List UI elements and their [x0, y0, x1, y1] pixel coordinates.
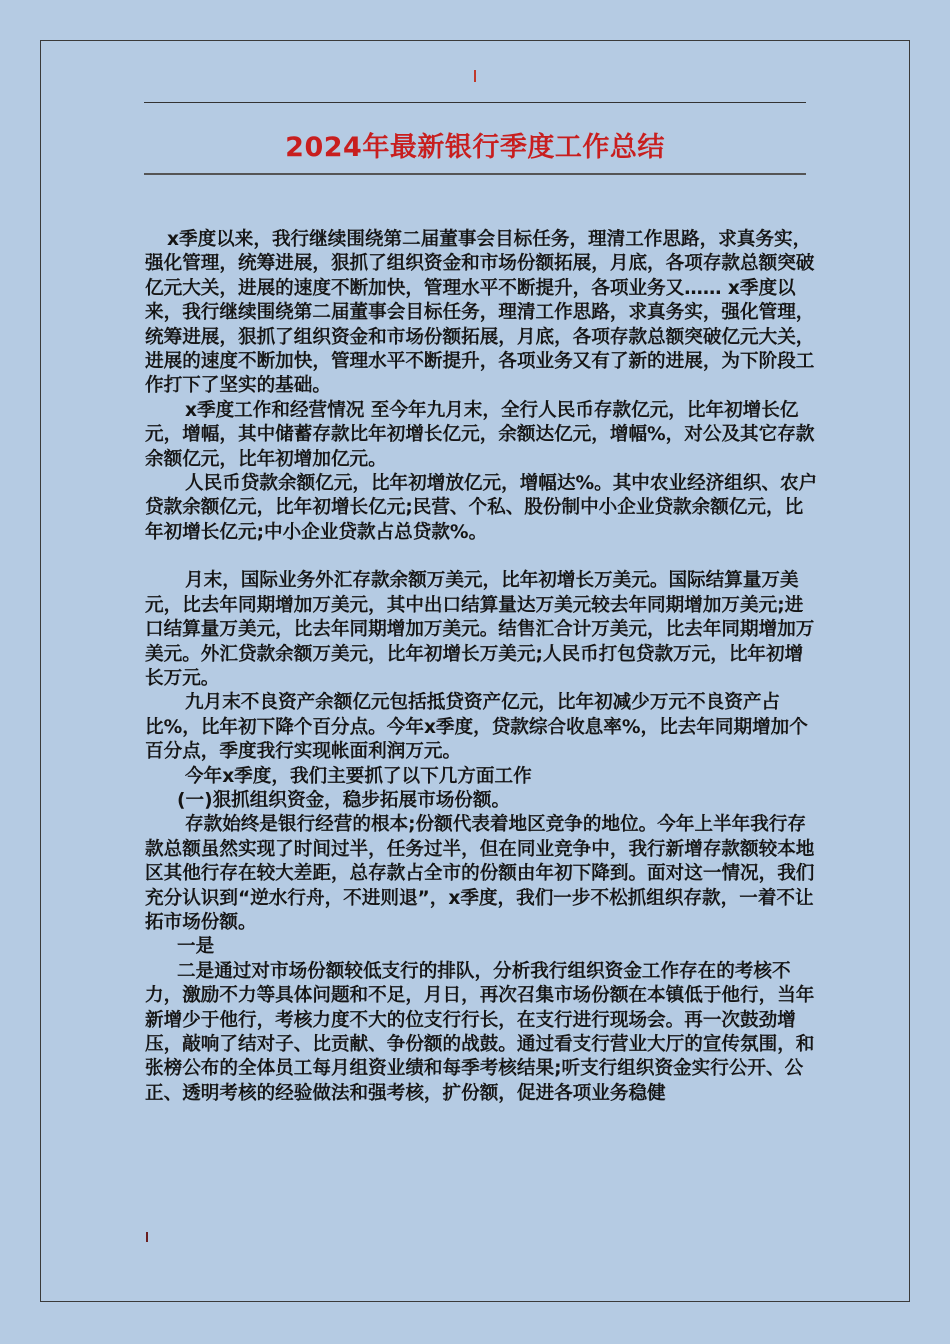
paragraph-loans: 人民币贷款余额亿元，比年初增放亿元，增幅达%。其中农业经济组织、农户贷款余额亿元，比年初增长亿元;民营、个私、股份制中小企业贷款余额亿元，比年初增长亿元;中小企业贷款占总贷款%。	[145, 473, 818, 543]
top-mark	[474, 70, 476, 82]
paragraph-second: 二是通过对市场份额较低支行的排队，分析我行组织资金工作存在的考核不力，激励不力等具体问题和不足，月日，再次召集市场份额在本镇低于他行，当年新增少于他行，考核力度不大的位支行行长，在支行进行现场会。再一次鼓劲增压，敲响了结对子、比贡献、争份额的战鼓。通过看支行营业大厅的宣传氛围，和张榜公布的全体员工每月组资业绩和每季考核结果;听支行组织资金实行公开、公正、透明考核的经验做法和强考核，扩份额，促进各项业务稳健	[145, 960, 815, 1104]
paragraph-first: 一是	[177, 936, 215, 958]
paragraph-deposits: x季度工作和经营情况 至今年九月末，全行人民币存款亿元，比年初增长亿元，增幅，其中储蓄存款比年初增长亿元，余额达亿元，增幅%，对公及其它存款余额亿元，比年初增加亿元。	[145, 399, 815, 470]
paragraph-intro: x季度以来，我行继续围绕第二届董事会目标任务，理清工作思路，求真务实，强化管理，统筹进展，狠抓了组织资金和市场份额拓展，月底，各项存款总额突破亿元大关，进展的速度不断加快，管理水平不断提升，各项业务又…… x季度以来，我行继续围绕第二届董事会目标任务，理清工作思路，求真务实，强化管理，统筹进展，狠抓了组织资金和市场份额拓展，月底，各项存款总额突破亿元大关，进展的速度不断加快，管理水平不断提升，各项业务又有了新的进展，为下阶段工作打下了坚实的基础。	[145, 229, 815, 397]
bottom-mark	[146, 1232, 148, 1242]
document-title: 2024年最新银行季度工作总结	[285, 132, 665, 163]
section-heading-1: (一)狠抓组织资金，稳步拓展市场份额。	[177, 789, 511, 811]
document-body	[145, 228, 821, 1106]
paragraph-deposit-base: 存款始终是银行经营的根本;份额代表着地区竞争的地位。今年上半年我行存款总额虽然实现了时间过半，任务过半，但在同业竞争中，我行新增存款额较本地区其他行存在较大差距，总存款占全市的份额由年初下降到。面对这一情况，我们充分认识到“逆水行舟，不进则退”，x季度，我们一步不松抓组织存款，一着不让拓市场份额。	[145, 814, 815, 933]
paragraph-work-intro: 今年x季度，我们主要抓了以下几方面工作	[185, 765, 532, 787]
title-rule	[144, 173, 806, 175]
header-rule	[144, 102, 806, 103]
paragraph-international: 月末，国际业务外汇存款余额万美元，比年初增长万美元。国际结算量万美元，比去年同期增加万美元，其中出口结算量达万美元较去年同期增加万美元;进口结算量万美元，比去年同期增加万美元。结售汇合计万美元，比去年同期增加万美元。外汇贷款余额万美元，比年初增长万美元;人民币打包贷款万元，比年初增长万元。	[145, 570, 815, 689]
paragraph-npl: 九月末不良资产余额亿元包括抵贷资产亿元，比年初减少万元不良资产占比%，比年初下降个百分点。今年x季度，贷款综合收息率%，比去年同期增加个百分点，季度我行实现帐面利润万元。	[145, 692, 808, 763]
